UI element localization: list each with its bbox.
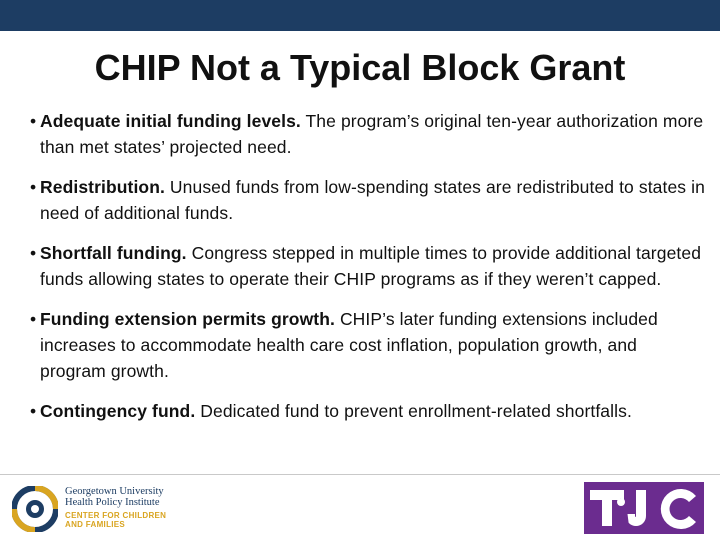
bullet-heading: Adequate initial funding levels. bbox=[40, 111, 301, 131]
bullet-item bbox=[30, 108, 705, 160]
top-banner bbox=[0, 0, 720, 31]
bullet-mark: • bbox=[30, 243, 37, 263]
georgetown-logo-text bbox=[65, 486, 185, 529]
bullet-item bbox=[30, 174, 705, 226]
gu-line-institute: Health Policy Institute bbox=[65, 497, 160, 508]
bullet-heading: Contingency fund. bbox=[40, 401, 196, 421]
tjc-logo bbox=[584, 482, 704, 534]
bullet-text: Congress stepped in multiple times to provide additional targeted funds allowing states to operate their CHIP programs as if they weren’t capped. bbox=[40, 243, 702, 289]
footer-divider bbox=[0, 474, 720, 475]
bullet-text: Unused funds from low-spending states are redistributed to states in need of additional funds. bbox=[40, 177, 705, 223]
gu-line-families: AND FAMILIES bbox=[65, 520, 126, 529]
georgetown-logo bbox=[12, 486, 182, 534]
tjc-logo-icon bbox=[584, 482, 704, 534]
bullet-heading: Funding extension permits growth. bbox=[40, 309, 335, 329]
gu-line-center: CENTER FOR CHILDREN bbox=[65, 511, 167, 520]
bullet-item bbox=[30, 306, 705, 384]
bullet-list bbox=[30, 108, 705, 438]
bullet-mark: • bbox=[30, 401, 37, 421]
bullet-text: Dedicated fund to prevent enrollment-related shortfalls. bbox=[195, 401, 632, 421]
bullet-item bbox=[30, 240, 705, 292]
georgetown-seal-icon bbox=[12, 486, 58, 532]
gu-line-university: Georgetown University bbox=[65, 486, 164, 497]
slide-title: CHIP Not a Typical Block Grant bbox=[94, 47, 626, 88]
bullet-heading: Shortfall funding. bbox=[40, 243, 187, 263]
bullet-text: CHIP’s later funding extensions included increases to accommodate health care cost inflation, population growth, and program growth. bbox=[40, 309, 658, 381]
bullet-mark: • bbox=[30, 309, 37, 329]
bullet-item bbox=[30, 398, 705, 424]
bullet-text: The program’s original ten-year authorization more than met states’ projected need. bbox=[40, 111, 704, 157]
bullet-heading: Redistribution. bbox=[40, 177, 165, 197]
bullet-mark: • bbox=[30, 177, 37, 197]
bullet-mark: • bbox=[30, 111, 37, 131]
